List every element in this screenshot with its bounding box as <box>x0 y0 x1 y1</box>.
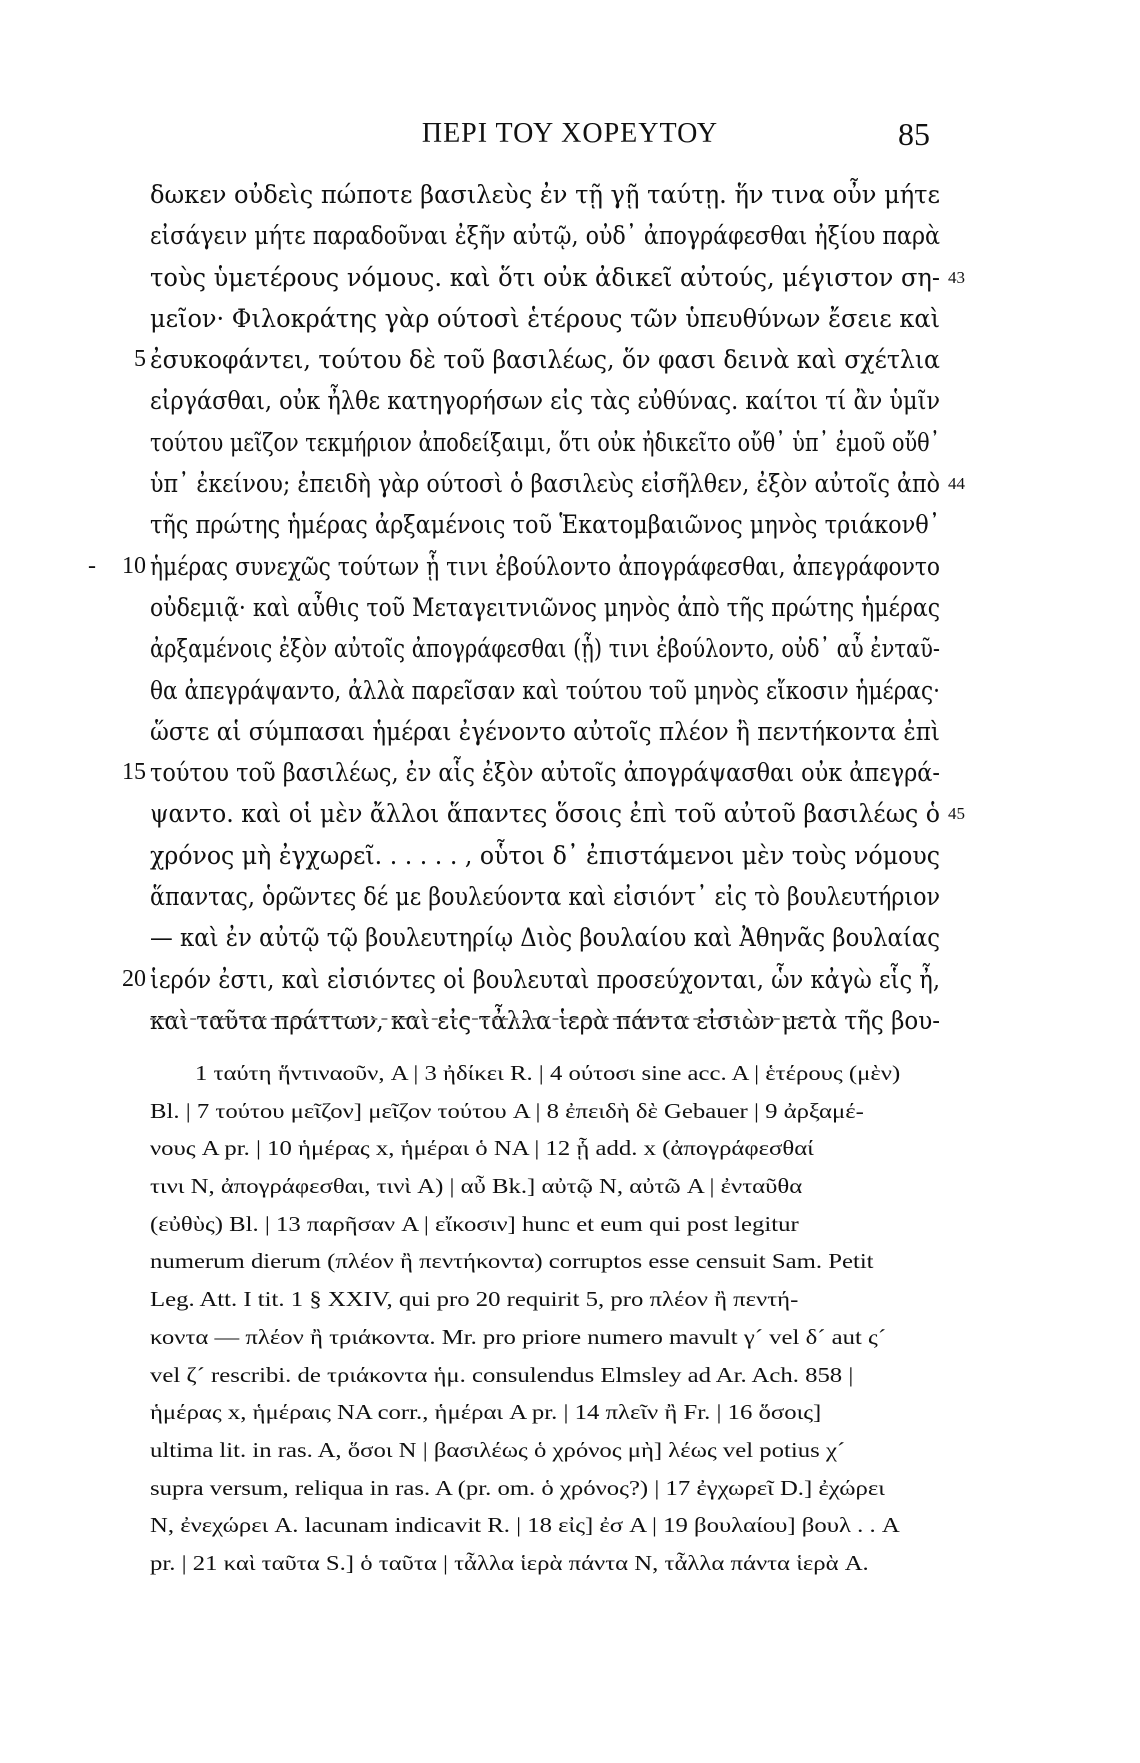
text-line-content: ἀρξαμένοις ἐξὸν αὐτοῖς ἀπογράφεσθαι (ᾗ) τινι ἐβούλοντο, οὐδ᾽ αὖ ἐνταῦ- <box>150 634 940 664</box>
line-number: 10 <box>122 552 146 579</box>
footnote-separator <box>150 1018 810 1020</box>
text-line <box>150 298 940 339</box>
apparatus-line: (εὐθὺς) Bl. | 13 παρῆσαν A | εἴκοσιν] hunc et eum qui post legitur <box>150 1211 799 1236</box>
text-line <box>150 504 940 545</box>
text-line <box>150 215 940 256</box>
text-line <box>122 959 940 1000</box>
text-line <box>150 711 940 752</box>
text-line-content: χρόνος μὴ ἐγχωρεῖ. . . . . . , οὗτοι δ᾽ ἐπιστάμενοι μὲν τοὺς νόμους <box>150 840 940 870</box>
apparatus-line: vel ζ´ rescribi. de τριάκοντα ἡμ. consulendus Elmsley ad Ar. Ach. 858 | <box>150 1362 854 1387</box>
text-line <box>122 752 940 793</box>
text-line-content: τοὺς ὑμετέρους νόμους. καὶ ὅτι οὐκ ἀδικεῖ αὐτούς, μέγιστον ση- <box>150 262 940 292</box>
text-line-content: ὑπ᾽ ἐκείνου; ἐπειδὴ γὰρ ούτοσὶ ὁ βασιλεὺς εἰσῆλθεν, ἐξὸν αὐτοῖς ἀπὸ <box>150 469 940 499</box>
text-line-content: καὶ ταῦτα πράττων, καὶ εἰς τἆλλα ἱερὰ πάντα εἰσιὼν μετὰ τῆς βου- <box>150 1005 940 1035</box>
text-line <box>150 835 940 876</box>
text-line-content: ὥστε αἱ σύμπασαι ἡμέραι ἐγένοντο αὐτοῖς πλέον ἢ πεντήκοντα ἐπὶ <box>150 716 940 746</box>
line-number: 15 <box>122 759 146 786</box>
apparatus-line: 1 ταύτη ἥντιναοῦν, A | 3 ἠδίκει R. | 4 ούτοσι sine acc. A | ἑτέρους (μὲν) <box>195 1061 901 1085</box>
apparatus-line: numerum dierum (πλέον ἢ πεντήκοντα) corruptos esse censuit Sam. Petit <box>150 1249 874 1274</box>
text-line <box>150 1000 940 1041</box>
text-line-content: θα ἀπεγράψαντο, ἀλλὰ παρεῖσαν καὶ τούτου τοῦ μηνὸς εἴκοσιν ἡμέρας· <box>150 675 940 705</box>
text-line <box>150 793 965 834</box>
apparatus-line: κοντα — πλέον ἢ τριάκοντα. Mr. pro priore numero mavult γ´ vel δ´ aut ς´ <box>150 1324 887 1349</box>
apparatus-line: pr. | 21 καὶ ταῦτα S.] ὁ ταῦτα | τἆλλα ἱερὰ πάντα N, τἆλλα πάντα ἱερὰ A. <box>150 1550 869 1575</box>
section-number: 44 <box>948 474 965 494</box>
line-number: 20 <box>122 965 146 992</box>
text-line-content: μεῖον· Φιλοκράτης γὰρ ούτοσὶ ἑτέρους τῶν ὑπευθύνων ἔσειε καὶ <box>150 303 940 333</box>
text-line-content: εἰργάσθαι, οὐκ ἦλθε κατηγορήσων εἰς τὰς εὐθύνας. καίτοι τί ἂν ὑμῖν <box>150 386 940 416</box>
text-line <box>150 587 940 628</box>
apparatus-line: νους A pr. | 10 ἡμέρας x, ἡμέραι ὁ NA | 12 ᾗ add. x (ἀπογράφεσθαί <box>150 1136 814 1161</box>
text-line <box>150 422 940 463</box>
text-line <box>150 670 940 711</box>
text-line <box>150 876 940 917</box>
main-text <box>88 174 965 1041</box>
line-number: 5 <box>134 346 146 373</box>
apparatus-line: Bl. | 7 τούτου μεῖζον] μεῖζον τούτου A | 8 ἐπειδὴ δὲ Gebauer | 9 ἀρξαμέ- <box>150 1098 864 1123</box>
apparatus-line: Leg. Att. I tit. 1 § XXIV, qui pro 20 requirit 5, pro πλέον ἢ πεντή- <box>150 1287 799 1312</box>
apparatus-line: supra versum, reliqua in ras. A (pr. om. ὁ χρόνος?) | 17 ἐγχωρεῖ D.] ἐχώρει <box>150 1475 885 1500</box>
text-line <box>88 546 940 587</box>
text-line-content: οὐδεμιᾷ· καὶ αὖθις τοῦ Μεταγειτνιῶνος μηνὸς ἀπὸ τῆς πρώτης ἡμέρας <box>150 592 940 622</box>
text-line-content: εἰσάγειν μήτε παραδοῦναι ἐξῆν αὐτῷ, οὐδ᾽ ἀπογράφεσθαι ἠξίου παρὰ <box>150 221 940 251</box>
text-line <box>150 257 965 298</box>
text-line-content: τῆς πρώτης ἡμέρας ἀρξαμένοις τοῦ Ἑκατομβαιῶνος μηνὸς τριάκονθ᾽ <box>150 510 940 540</box>
text-line <box>150 380 940 421</box>
text-line-content: δωκεν οὐδεὶς πώποτε βασιλεὺς ἐν τῇ γῇ ταύτῃ. ἥν τινα οὖν μήτε <box>150 180 940 209</box>
text-line-content: ἱερόν ἐστι, καὶ εἰσιόντες οἱ βουλευταὶ προσεύχονται, ὧν κἀγὼ εἷς ἦ, <box>150 964 940 994</box>
apparatus-line: N, ἐνεχώρει A. lacunam indicavit R. | 18 εἰς] ἐσ A | 19 βουλαίου] βουλ . . A <box>150 1513 900 1538</box>
text-line-content: ἐσυκοφάντει, τούτου δὲ τοῦ βασιλέως, ὅν φασι δεινὰ καὶ σχέτλια <box>150 345 940 375</box>
text-line-content: ἡμέρας συνεχῶς τούτων ᾗ τινι ἐβούλοντο ἀπογράφεσθαι, ἀπεγράφοντο <box>150 551 940 581</box>
running-title: ΠΕΡΙ ΤΟΥ ΧΟΡΕΥΤΟΥ <box>421 118 719 149</box>
critical-apparatus <box>150 1055 940 1583</box>
apparatus-line: τινι N, ἀπογράφεσθαι, τινὶ A) | αὖ Bk.] αὐτῷ N, αὐτῶ A | ἐνταῦθα <box>150 1174 803 1199</box>
apparatus-line: ultima lit. in ras. A, ὅσοι N | βασιλέως ὁ χρόνος μὴ] λέως vel potius χ´ <box>150 1437 846 1462</box>
text-line-content: τούτου μεῖζον τεκμήριον ἀποδείξαιμι, ὅτι οὐκ ἠδικεῖτο οὔθ᾽ ὑπ᾽ ἐμοῦ οὔθ᾽ <box>150 427 940 457</box>
text-line-content: ψαντο. καὶ οἱ μὲν ἄλλοι ἅπαντες ὅσοις ἐπὶ τοῦ αὐτοῦ βασιλέως ὁ <box>150 799 940 829</box>
page-number: 85 <box>898 116 930 152</box>
text-line <box>134 339 940 380</box>
text-line <box>150 628 940 669</box>
section-number: 45 <box>948 804 965 824</box>
text-line <box>150 463 965 504</box>
text-line-content: τούτου τοῦ βασιλέως, ἐν αἷς ἐξὸν αὐτοῖς ἀπογράψασθαι οὐκ ἀπεγρά- <box>150 758 940 788</box>
margin-dash-mark: - <box>88 552 96 579</box>
text-line-content: — καὶ ἐν αὐτῷ τῷ βουλευτηρίῳ Διὸς βουλαίου καὶ Ἀθηνᾶς βουλαίας <box>150 923 940 953</box>
section-number: 43 <box>948 267 965 287</box>
text-line-content: ἅπαντας, ὁρῶντες δέ με βουλεύοντα καὶ εἰσιόντ᾽ εἰς τὸ βουλευτήριον <box>150 882 940 912</box>
page-header <box>0 118 1140 158</box>
apparatus-line: ἡμέρας x, ἡμέραις NA corr., ἡμέραι A pr. | 14 πλεῖν ἢ Fr. | 16 ὅσοις] <box>150 1400 822 1425</box>
text-line <box>150 917 940 958</box>
text-line <box>150 174 940 215</box>
